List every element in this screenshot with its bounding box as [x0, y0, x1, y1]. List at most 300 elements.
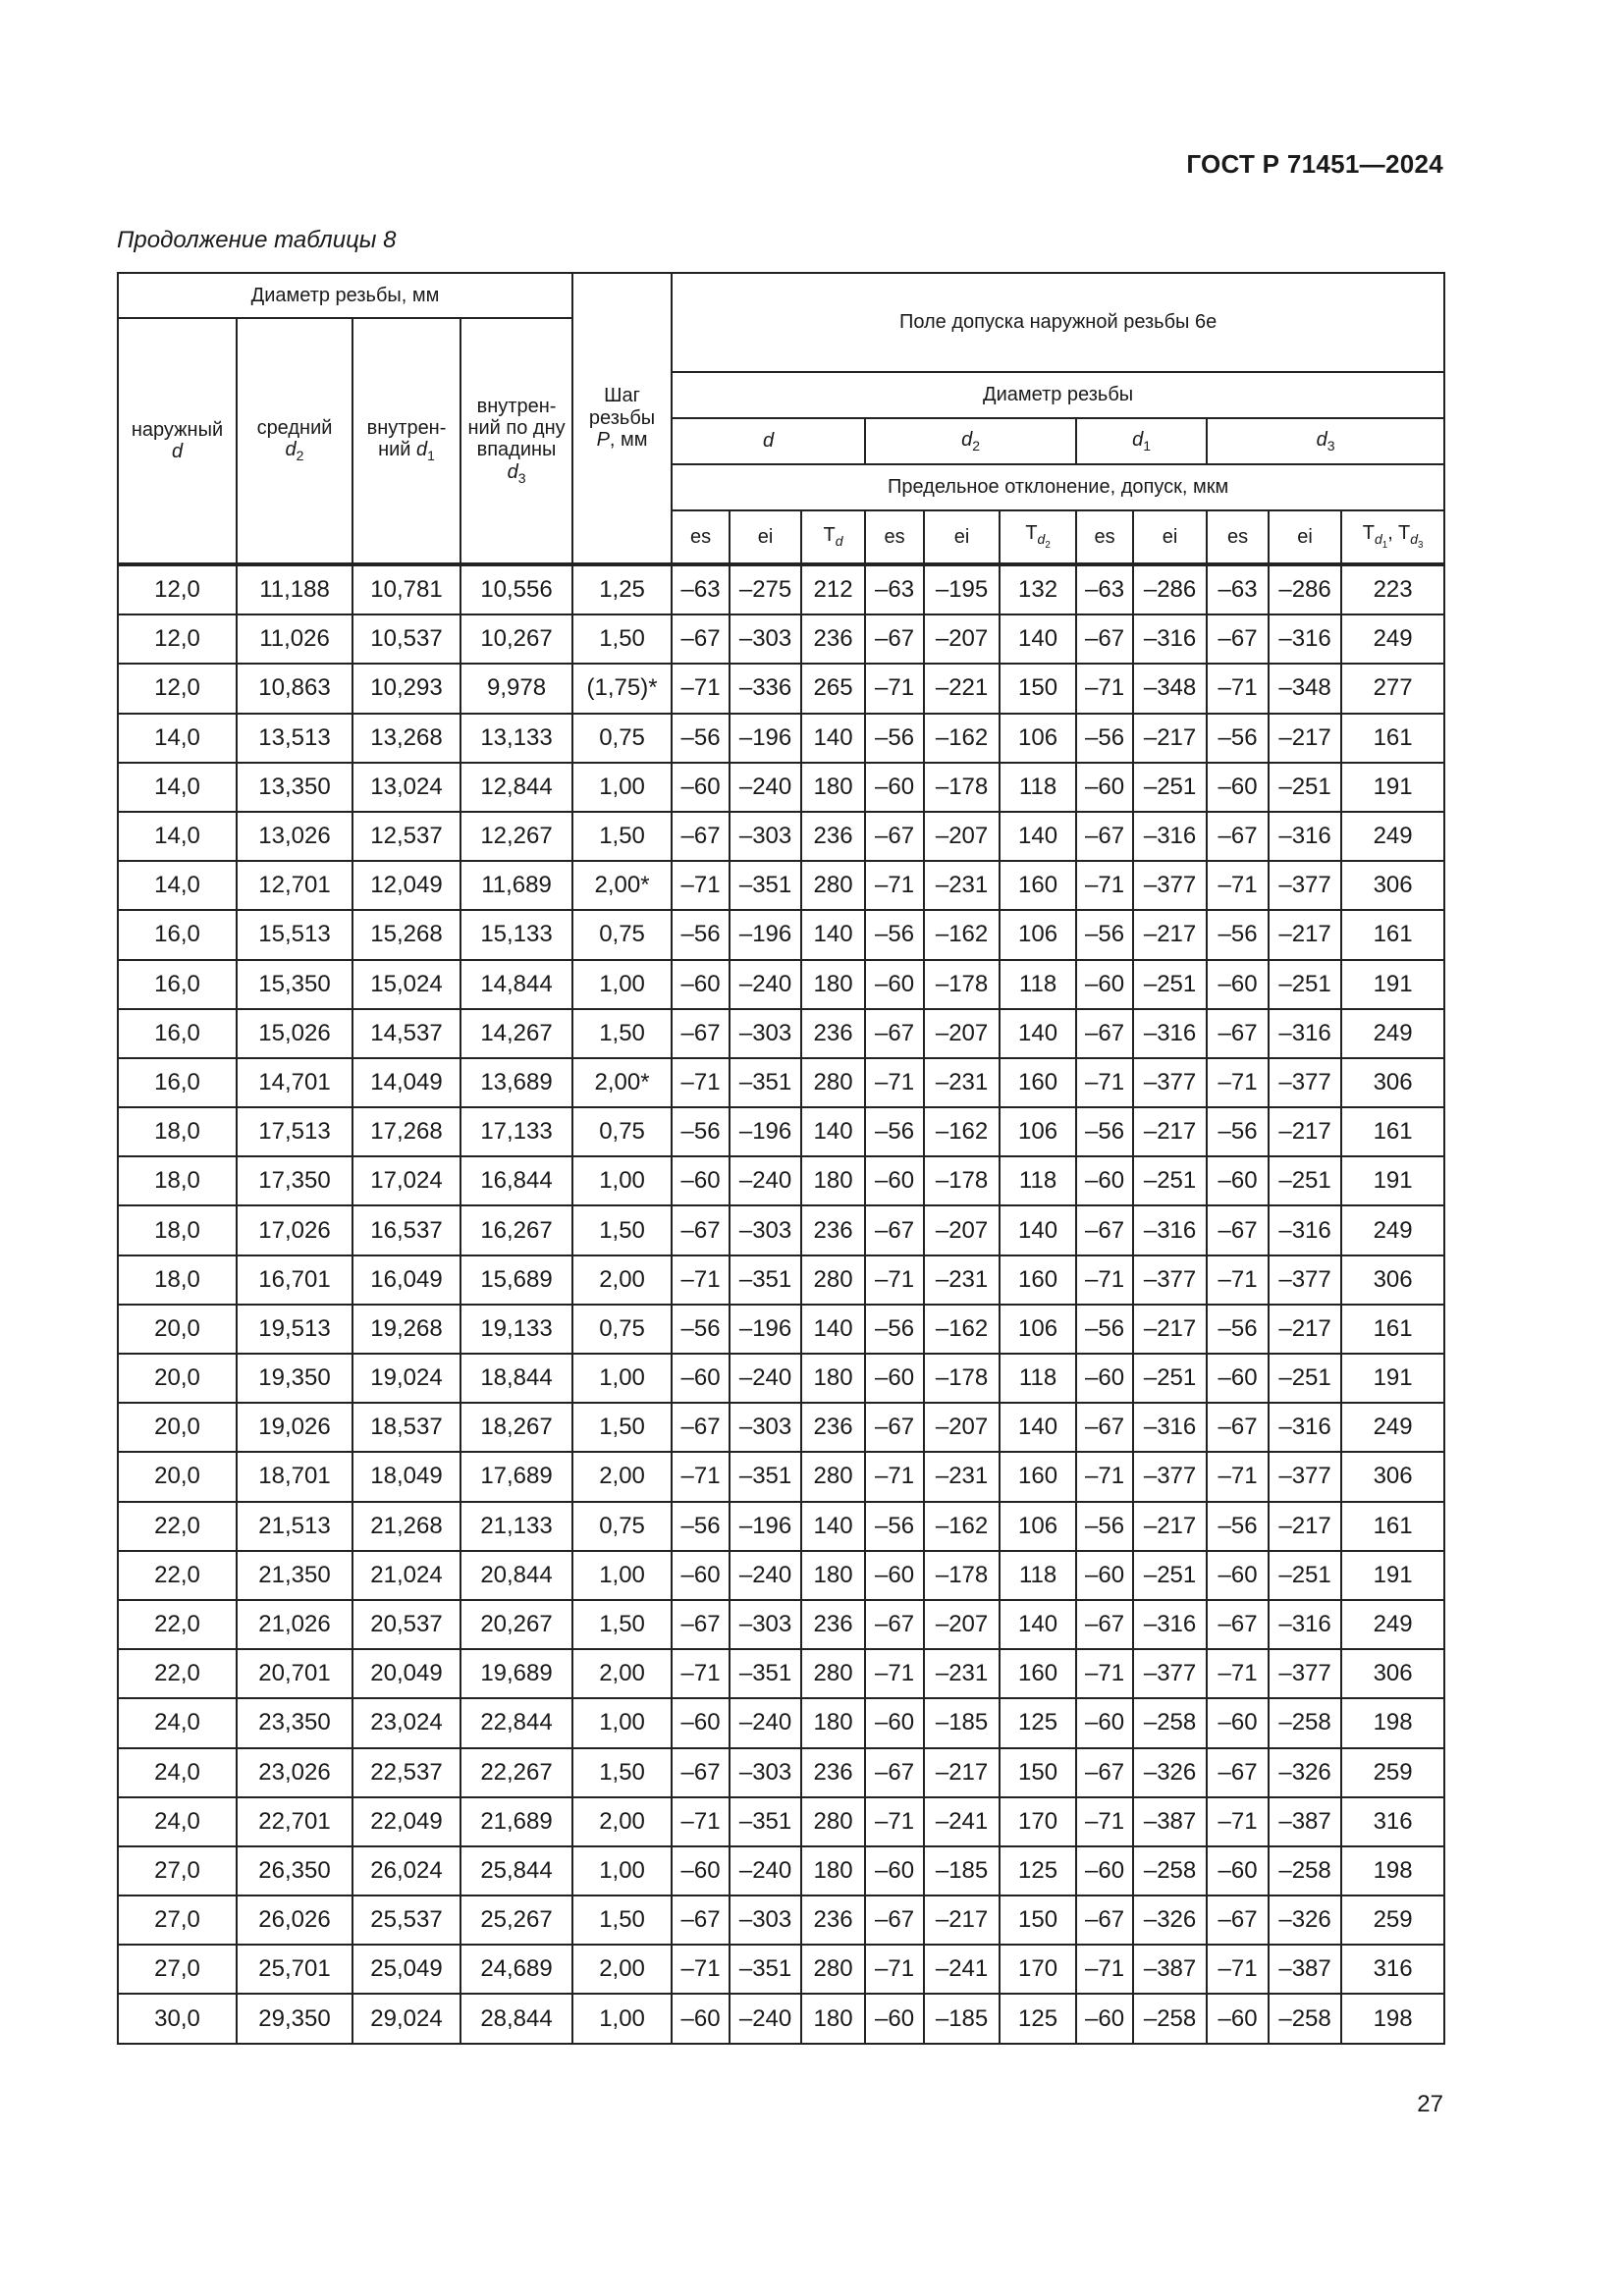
table-cell: –162	[924, 1502, 1000, 1551]
table-cell: 2,00	[572, 1797, 672, 1846]
table-cell: –67	[865, 1205, 924, 1255]
table-cell: 22,0	[118, 1551, 237, 1600]
group-d2-header: $d_2$	[865, 418, 1076, 464]
table-cell: 249	[1341, 1205, 1444, 1255]
table-cell: 1,50	[572, 812, 672, 861]
table-cell: 106	[1000, 1502, 1076, 1551]
table-cell: –286	[1133, 564, 1207, 614]
table-cell: –60	[1207, 1698, 1269, 1747]
table-row	[118, 910, 1444, 959]
table-cell: –63	[672, 564, 730, 614]
es-header: es	[1076, 510, 1133, 564]
table-cell: 160	[1000, 1255, 1076, 1305]
table-cell: 180	[801, 1354, 865, 1403]
table-cell: –60	[1207, 1156, 1269, 1205]
table-cell: 316	[1341, 1945, 1444, 1994]
table-row	[118, 1107, 1444, 1156]
table-cell: 12,0	[118, 564, 237, 614]
table-cell: 150	[1000, 1896, 1076, 1945]
table-row	[118, 1305, 1444, 1354]
table-cell: –377	[1269, 1255, 1341, 1305]
table-cell: 140	[801, 1502, 865, 1551]
table-cell: –336	[730, 664, 801, 713]
table-cell: 249	[1341, 1009, 1444, 1058]
table-cell: –316	[1133, 1403, 1207, 1452]
table-row	[118, 564, 1444, 614]
table-cell: 18,537	[352, 1403, 460, 1452]
table-cell: –162	[924, 714, 1000, 763]
table-cell: –241	[924, 1797, 1000, 1846]
document-header: ГОСТ Р 71451—2024	[1186, 149, 1443, 179]
table-cell: –56	[865, 910, 924, 959]
table-cell: 12,701	[237, 861, 352, 910]
table-row	[118, 1354, 1444, 1403]
table-cell: –387	[1269, 1945, 1341, 1994]
table-cell: –67	[1076, 1748, 1133, 1797]
table-cell: 180	[801, 763, 865, 812]
table-cell: 21,133	[460, 1502, 572, 1551]
table-cell: –67	[672, 1896, 730, 1945]
table-cell: –196	[730, 1502, 801, 1551]
table-cell: –56	[672, 910, 730, 959]
table-cell: –56	[1207, 1305, 1269, 1354]
table-cell: 15,026	[237, 1009, 352, 1058]
table-cell: –71	[672, 1058, 730, 1107]
table-cell: –60	[865, 1698, 924, 1747]
table-cell: 20,537	[352, 1600, 460, 1649]
table-cell: 16,844	[460, 1156, 572, 1205]
table-cell: –196	[730, 714, 801, 763]
table-cell: 14,0	[118, 763, 237, 812]
table-row	[118, 1502, 1444, 1551]
table-cell: –71	[672, 1945, 730, 1994]
table-cell: –351	[730, 861, 801, 910]
table-row	[118, 763, 1444, 812]
table-cell: 140	[1000, 1403, 1076, 1452]
table-cell: 16,267	[460, 1205, 572, 1255]
group-d-header: d	[672, 418, 865, 464]
table-cell: –56	[672, 1305, 730, 1354]
td1-td3-header: $T_{d_1}$, $T_{d_3}$	[1341, 510, 1444, 564]
table-cell: –240	[730, 1156, 801, 1205]
table-cell: 16,0	[118, 1058, 237, 1107]
table-cell: –217	[1133, 714, 1207, 763]
ei-header: ei	[1269, 510, 1341, 564]
table-cell: –60	[1076, 1551, 1133, 1600]
table-cell: –60	[1207, 1551, 1269, 1600]
table-cell: 306	[1341, 1452, 1444, 1501]
table-row	[118, 1058, 1444, 1107]
table-cell: 160	[1000, 1058, 1076, 1107]
table-cell: 1,00	[572, 1994, 672, 2043]
table-cell: –67	[672, 812, 730, 861]
table-cell: –316	[1269, 812, 1341, 861]
table-cell: 22,0	[118, 1502, 237, 1551]
table-cell: 191	[1341, 960, 1444, 1009]
table-cell: 18,049	[352, 1452, 460, 1501]
table-cell: –67	[1076, 1403, 1133, 1452]
table-cell: 280	[801, 1452, 865, 1501]
table-cell: 2,00	[572, 1945, 672, 1994]
table-cell: 22,0	[118, 1600, 237, 1649]
table-cell: –251	[1269, 1551, 1341, 1600]
table-cell: 106	[1000, 1305, 1076, 1354]
table-cell: –60	[1207, 1994, 1269, 2043]
table-cell: 150	[1000, 1748, 1076, 1797]
table-cell: 125	[1000, 1698, 1076, 1747]
table-cell: 1,00	[572, 960, 672, 1009]
table-cell: –71	[1076, 861, 1133, 910]
table-cell: 15,024	[352, 960, 460, 1009]
table-cell: 1,50	[572, 1748, 672, 1797]
table-cell: 180	[801, 1994, 865, 2043]
table-cell: –377	[1269, 1452, 1341, 1501]
table-cell: 22,267	[460, 1748, 572, 1797]
table-cell: –56	[1207, 714, 1269, 763]
table-cell: –67	[1076, 812, 1133, 861]
table-cell: –71	[1207, 1452, 1269, 1501]
table-cell: 21,268	[352, 1502, 460, 1551]
table-cell: 21,026	[237, 1600, 352, 1649]
table-cell: –316	[1269, 1009, 1341, 1058]
table-cell: –326	[1269, 1896, 1341, 1945]
table-cell: –67	[1207, 812, 1269, 861]
table-cell: 161	[1341, 1107, 1444, 1156]
table-cell: 161	[1341, 714, 1444, 763]
table-cell: –348	[1269, 664, 1341, 713]
table-cell: 18,0	[118, 1107, 237, 1156]
table-cell: –377	[1269, 1058, 1341, 1107]
table-cell: –71	[1076, 1452, 1133, 1501]
table-cell: –71	[672, 861, 730, 910]
table-cell: –217	[1269, 1107, 1341, 1156]
table-cell: –326	[1133, 1896, 1207, 1945]
table-cell: 198	[1341, 1698, 1444, 1747]
table-cell: 14,844	[460, 960, 572, 1009]
table-row	[118, 1896, 1444, 1945]
table-cell: –60	[865, 1156, 924, 1205]
table-cell: –67	[1207, 614, 1269, 664]
table-cell: 236	[801, 1205, 865, 1255]
table-cell: –67	[672, 1748, 730, 1797]
table-cell: 25,701	[237, 1945, 352, 1994]
table-cell: 17,024	[352, 1156, 460, 1205]
table-cell: –67	[1207, 1205, 1269, 1255]
table-cell: 265	[801, 664, 865, 713]
table-cell: 0,75	[572, 1107, 672, 1156]
table-cell: 198	[1341, 1846, 1444, 1896]
table-cell: 140	[1000, 1009, 1076, 1058]
table-cell: 12,844	[460, 763, 572, 812]
inner-diameter-header: внутрен-ний $d_1$	[352, 318, 460, 564]
table-cell: 20,049	[352, 1649, 460, 1698]
table-cell: –67	[672, 1009, 730, 1058]
table-cell: –207	[924, 812, 1000, 861]
group-d1-header: $d_1$	[1076, 418, 1207, 464]
table-cell: –71	[865, 861, 924, 910]
table-cell: 259	[1341, 1896, 1444, 1945]
table-cell: 16,0	[118, 1009, 237, 1058]
table-cell: 140	[1000, 1600, 1076, 1649]
table-cell: 12,049	[352, 861, 460, 910]
table-cell: –60	[1207, 1846, 1269, 1896]
table-cell: 17,513	[237, 1107, 352, 1156]
table-row	[118, 1748, 1444, 1797]
table-cell: 10,863	[237, 664, 352, 713]
table-cell: –207	[924, 1600, 1000, 1649]
table-cell: 9,978	[460, 664, 572, 713]
table-cell: –326	[1133, 1748, 1207, 1797]
table-cell: 1,00	[572, 763, 672, 812]
table-cell: 0,75	[572, 1305, 672, 1354]
table-cell: –217	[1133, 1107, 1207, 1156]
table-cell: 27,0	[118, 1846, 237, 1896]
table-cell: 24,0	[118, 1797, 237, 1846]
table-cell: –351	[730, 1452, 801, 1501]
table-cell: –162	[924, 1305, 1000, 1354]
table-cell: –71	[865, 1452, 924, 1501]
table-cell: 0,75	[572, 1502, 672, 1551]
table-cell: 17,268	[352, 1107, 460, 1156]
table-cell: 19,689	[460, 1649, 572, 1698]
table-cell: –56	[1207, 1502, 1269, 1551]
table-cell: 280	[801, 1058, 865, 1107]
table-cell: –60	[1076, 1156, 1133, 1205]
table-cell: 180	[801, 1551, 865, 1600]
table-row	[118, 1452, 1444, 1501]
table-cell: –67	[865, 1748, 924, 1797]
table-cell: –251	[1269, 1156, 1341, 1205]
table-cell: –221	[924, 664, 1000, 713]
table-cell: 26,350	[237, 1846, 352, 1896]
table-cell: 22,0	[118, 1649, 237, 1698]
table-cell: –56	[672, 1107, 730, 1156]
table-cell: –56	[1076, 1305, 1133, 1354]
table-cell: –71	[865, 1649, 924, 1698]
table-cell: –185	[924, 1846, 1000, 1896]
table-cell: 11,026	[237, 614, 352, 664]
table-cell: 280	[801, 1649, 865, 1698]
table-cell: –67	[1076, 1600, 1133, 1649]
table-cell: –387	[1133, 1797, 1207, 1846]
table-cell: 236	[801, 812, 865, 861]
table-cell: –196	[730, 910, 801, 959]
table-cell: –240	[730, 763, 801, 812]
table-cell: 0,75	[572, 714, 672, 763]
table-row	[118, 1797, 1444, 1846]
table-cell: 16,0	[118, 960, 237, 1009]
table-cell: –241	[924, 1945, 1000, 1994]
table-cell: (1,75)*	[572, 664, 672, 713]
deviation-header: Предельное отклонение, допуск, мкм	[672, 464, 1444, 510]
table-cell: 191	[1341, 1156, 1444, 1205]
table-cell: 12,537	[352, 812, 460, 861]
table-cell: 161	[1341, 1502, 1444, 1551]
table-cell: 170	[1000, 1797, 1076, 1846]
table-cell: 26,026	[237, 1896, 352, 1945]
table-cell: 22,537	[352, 1748, 460, 1797]
table-cell: 13,268	[352, 714, 460, 763]
table-row	[118, 1994, 1444, 2043]
table-cell: –303	[730, 1403, 801, 1452]
table-cell: 1,50	[572, 1009, 672, 1058]
table-cell: 1,50	[572, 1600, 672, 1649]
table-cell: 1,00	[572, 1846, 672, 1896]
table-cell: –217	[924, 1748, 1000, 1797]
table-cell: 24,0	[118, 1748, 237, 1797]
table-cell: –71	[672, 1452, 730, 1501]
table-cell: –60	[1076, 1994, 1133, 2043]
table-cell: 140	[1000, 614, 1076, 664]
table-cell: 2,00	[572, 1452, 672, 1501]
table-cell: 125	[1000, 1994, 1076, 2043]
table-cell: 20,701	[237, 1649, 352, 1698]
table-cell: –67	[1207, 1896, 1269, 1945]
table-cell: 18,267	[460, 1403, 572, 1452]
table-cell: 17,689	[460, 1452, 572, 1501]
table-cell: –71	[672, 1797, 730, 1846]
table-cell: –71	[1076, 1058, 1133, 1107]
table-cell: –56	[1076, 1107, 1133, 1156]
table-cell: –60	[672, 1846, 730, 1896]
es-header: es	[865, 510, 924, 564]
table-cell: 0,75	[572, 910, 672, 959]
table-cell: –377	[1133, 1255, 1207, 1305]
table-cell: 180	[801, 960, 865, 1009]
table-cell: –71	[1076, 1797, 1133, 1846]
table-cell: 29,024	[352, 1994, 460, 2043]
table-cell: 22,049	[352, 1797, 460, 1846]
table-cell: 140	[801, 1107, 865, 1156]
table-cell: 118	[1000, 960, 1076, 1009]
table-cell: 2,00*	[572, 1058, 672, 1107]
table-cell: 118	[1000, 1156, 1076, 1205]
table-cell: –67	[865, 1600, 924, 1649]
table-row	[118, 1945, 1444, 1994]
table-cell: 21,350	[237, 1551, 352, 1600]
table-cell: 280	[801, 1945, 865, 1994]
table-cell: 180	[801, 1156, 865, 1205]
table-cell: 280	[801, 1255, 865, 1305]
table-cell: 15,350	[237, 960, 352, 1009]
table-cell: –351	[730, 1058, 801, 1107]
table-cell: 106	[1000, 910, 1076, 959]
table-cell: 25,049	[352, 1945, 460, 1994]
table-cell: –377	[1269, 1649, 1341, 1698]
table-cell: –303	[730, 1748, 801, 1797]
table-cell: 13,350	[237, 763, 352, 812]
table-cell: –326	[1269, 1748, 1341, 1797]
table-cell: –71	[1207, 1797, 1269, 1846]
table-cell: –275	[730, 564, 801, 614]
table-cell: 20,0	[118, 1403, 237, 1452]
table-cell: –71	[1207, 861, 1269, 910]
table-cell: 160	[1000, 1452, 1076, 1501]
table-cell: –251	[1269, 1354, 1341, 1403]
table-cell: –60	[672, 1551, 730, 1600]
table-cell: 306	[1341, 861, 1444, 910]
table-cell: –63	[1207, 564, 1269, 614]
table-cell: 161	[1341, 910, 1444, 959]
table-cell: –207	[924, 1205, 1000, 1255]
table-cell: –251	[1133, 1156, 1207, 1205]
table-cell: 19,513	[237, 1305, 352, 1354]
table-cell: 140	[801, 1305, 865, 1354]
table-cell: –316	[1133, 614, 1207, 664]
table-cell: –196	[730, 1305, 801, 1354]
table-cell: 140	[801, 714, 865, 763]
table-cell: –56	[1207, 1107, 1269, 1156]
table-cell: 21,689	[460, 1797, 572, 1846]
table-row	[118, 664, 1444, 713]
table-cell: 23,024	[352, 1698, 460, 1747]
table-cell: –67	[1207, 1403, 1269, 1452]
table-cell: 277	[1341, 664, 1444, 713]
table-cell: 20,0	[118, 1305, 237, 1354]
table-cell: 236	[801, 1403, 865, 1452]
table-cell: 24,0	[118, 1698, 237, 1747]
table-cell: –60	[1076, 1698, 1133, 1747]
table-cell: 23,350	[237, 1698, 352, 1747]
es-header: es	[672, 510, 730, 564]
table-cell: –60	[672, 1994, 730, 2043]
table-cell: 21,024	[352, 1551, 460, 1600]
table-cell: –185	[924, 1994, 1000, 2043]
table-cell: 223	[1341, 564, 1444, 614]
table-cell: 19,350	[237, 1354, 352, 1403]
tolerance-field-header: Поле допуска наружной резьбы 6е	[672, 273, 1444, 372]
table-cell: –60	[865, 960, 924, 1009]
table-row	[118, 861, 1444, 910]
table-cell: 2,00*	[572, 861, 672, 910]
table-cell: –56	[1076, 910, 1133, 959]
table-cell: –316	[1133, 812, 1207, 861]
table-cell: 15,268	[352, 910, 460, 959]
table-cell: 316	[1341, 1797, 1444, 1846]
table-cell: 25,844	[460, 1846, 572, 1896]
table-cell: 132	[1000, 564, 1076, 614]
table-cell: –377	[1269, 861, 1341, 910]
table-cell: –316	[1133, 1009, 1207, 1058]
table-cell: –351	[730, 1649, 801, 1698]
table-cell: –67	[672, 1205, 730, 1255]
table-cell: 306	[1341, 1649, 1444, 1698]
table-cell: –71	[865, 1255, 924, 1305]
table-cell: 160	[1000, 861, 1076, 910]
table-cell: 11,188	[237, 564, 352, 614]
table-cell: –60	[865, 763, 924, 812]
table-row	[118, 614, 1444, 664]
table-cell: 249	[1341, 1403, 1444, 1452]
table-cell: –56	[672, 1502, 730, 1551]
table-cell: –303	[730, 1009, 801, 1058]
table-cell: 13,024	[352, 763, 460, 812]
root-diameter-header: внутрен-ний по дну впадины $d_3$	[460, 318, 572, 564]
table-cell: –67	[1207, 1600, 1269, 1649]
table-cell: –67	[865, 1403, 924, 1452]
table-cell: 10,267	[460, 614, 572, 664]
table-cell: 15,513	[237, 910, 352, 959]
table-cell: –63	[865, 564, 924, 614]
table-cell: 236	[801, 1896, 865, 1945]
table-row	[118, 714, 1444, 763]
table-row	[118, 1846, 1444, 1896]
table-cell: 14,0	[118, 714, 237, 763]
table-cell: –60	[865, 1846, 924, 1896]
table-cell: 14,267	[460, 1009, 572, 1058]
table-cell: –251	[1133, 763, 1207, 812]
table-cell: –217	[1269, 714, 1341, 763]
